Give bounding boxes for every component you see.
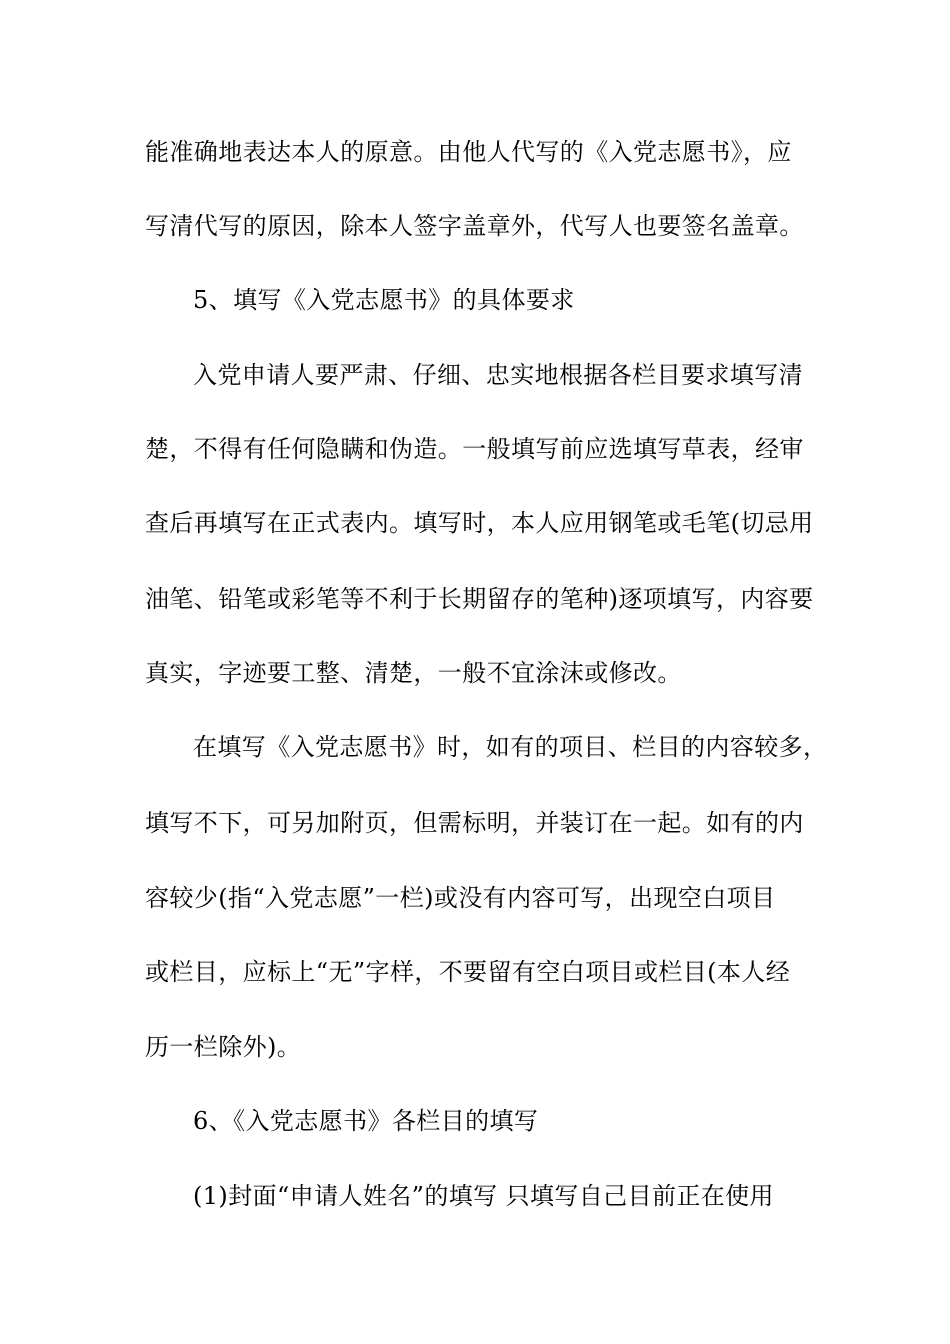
text-line: 容较少(指“入党志愿”一栏)或没有内容可写，出现空白项目 [145, 884, 776, 912]
text-line: (1)封面“申请人姓名”的填写 只填写自己目前正在使用 [193, 1182, 774, 1210]
text-line: 历一栏除外)。 [145, 1033, 302, 1061]
text-line: 或栏目，应标上“无”字样，不要留有空白项目或栏目(本人经 [145, 958, 791, 986]
text-line: 油笔、铅笔或彩笔等不利于长期留存的笔种)逐项填写，内容要 [145, 585, 814, 613]
section-heading: 5、填写《入党志愿书》的具体要求 [193, 286, 575, 314]
text-line: 真实，字迹要工整、清楚，一般不宜涂沫或修改。 [145, 659, 682, 687]
text-line: 入党申请人要严肃、仔细、忠实地根据各栏目要求填写清 [193, 361, 803, 389]
section-heading: 6、《入党志愿书》各栏目的填写 [193, 1107, 539, 1135]
text-line: 写清代写的原因，除本人签字盖章外，代写人也要签名盖章。 [145, 212, 804, 240]
text-line: 查后再填写在正式表内。填写时，本人应用钢笔或毛笔(切忌用 [145, 509, 814, 537]
text-line: 在填写《入党志愿书》时，如有的项目、栏目的内容较多， [193, 733, 828, 761]
text-line: 填写不下，可另加附页，但需标明，并装订在一起。如有的内 [145, 809, 804, 837]
text-line: 楚，不得有任何隐瞒和伪造。一般填写前应选填写草表，经审 [145, 435, 804, 463]
text-line: 能准确地表达本人的原意。由他人代写的《入党志愿书》，应 [145, 138, 792, 166]
